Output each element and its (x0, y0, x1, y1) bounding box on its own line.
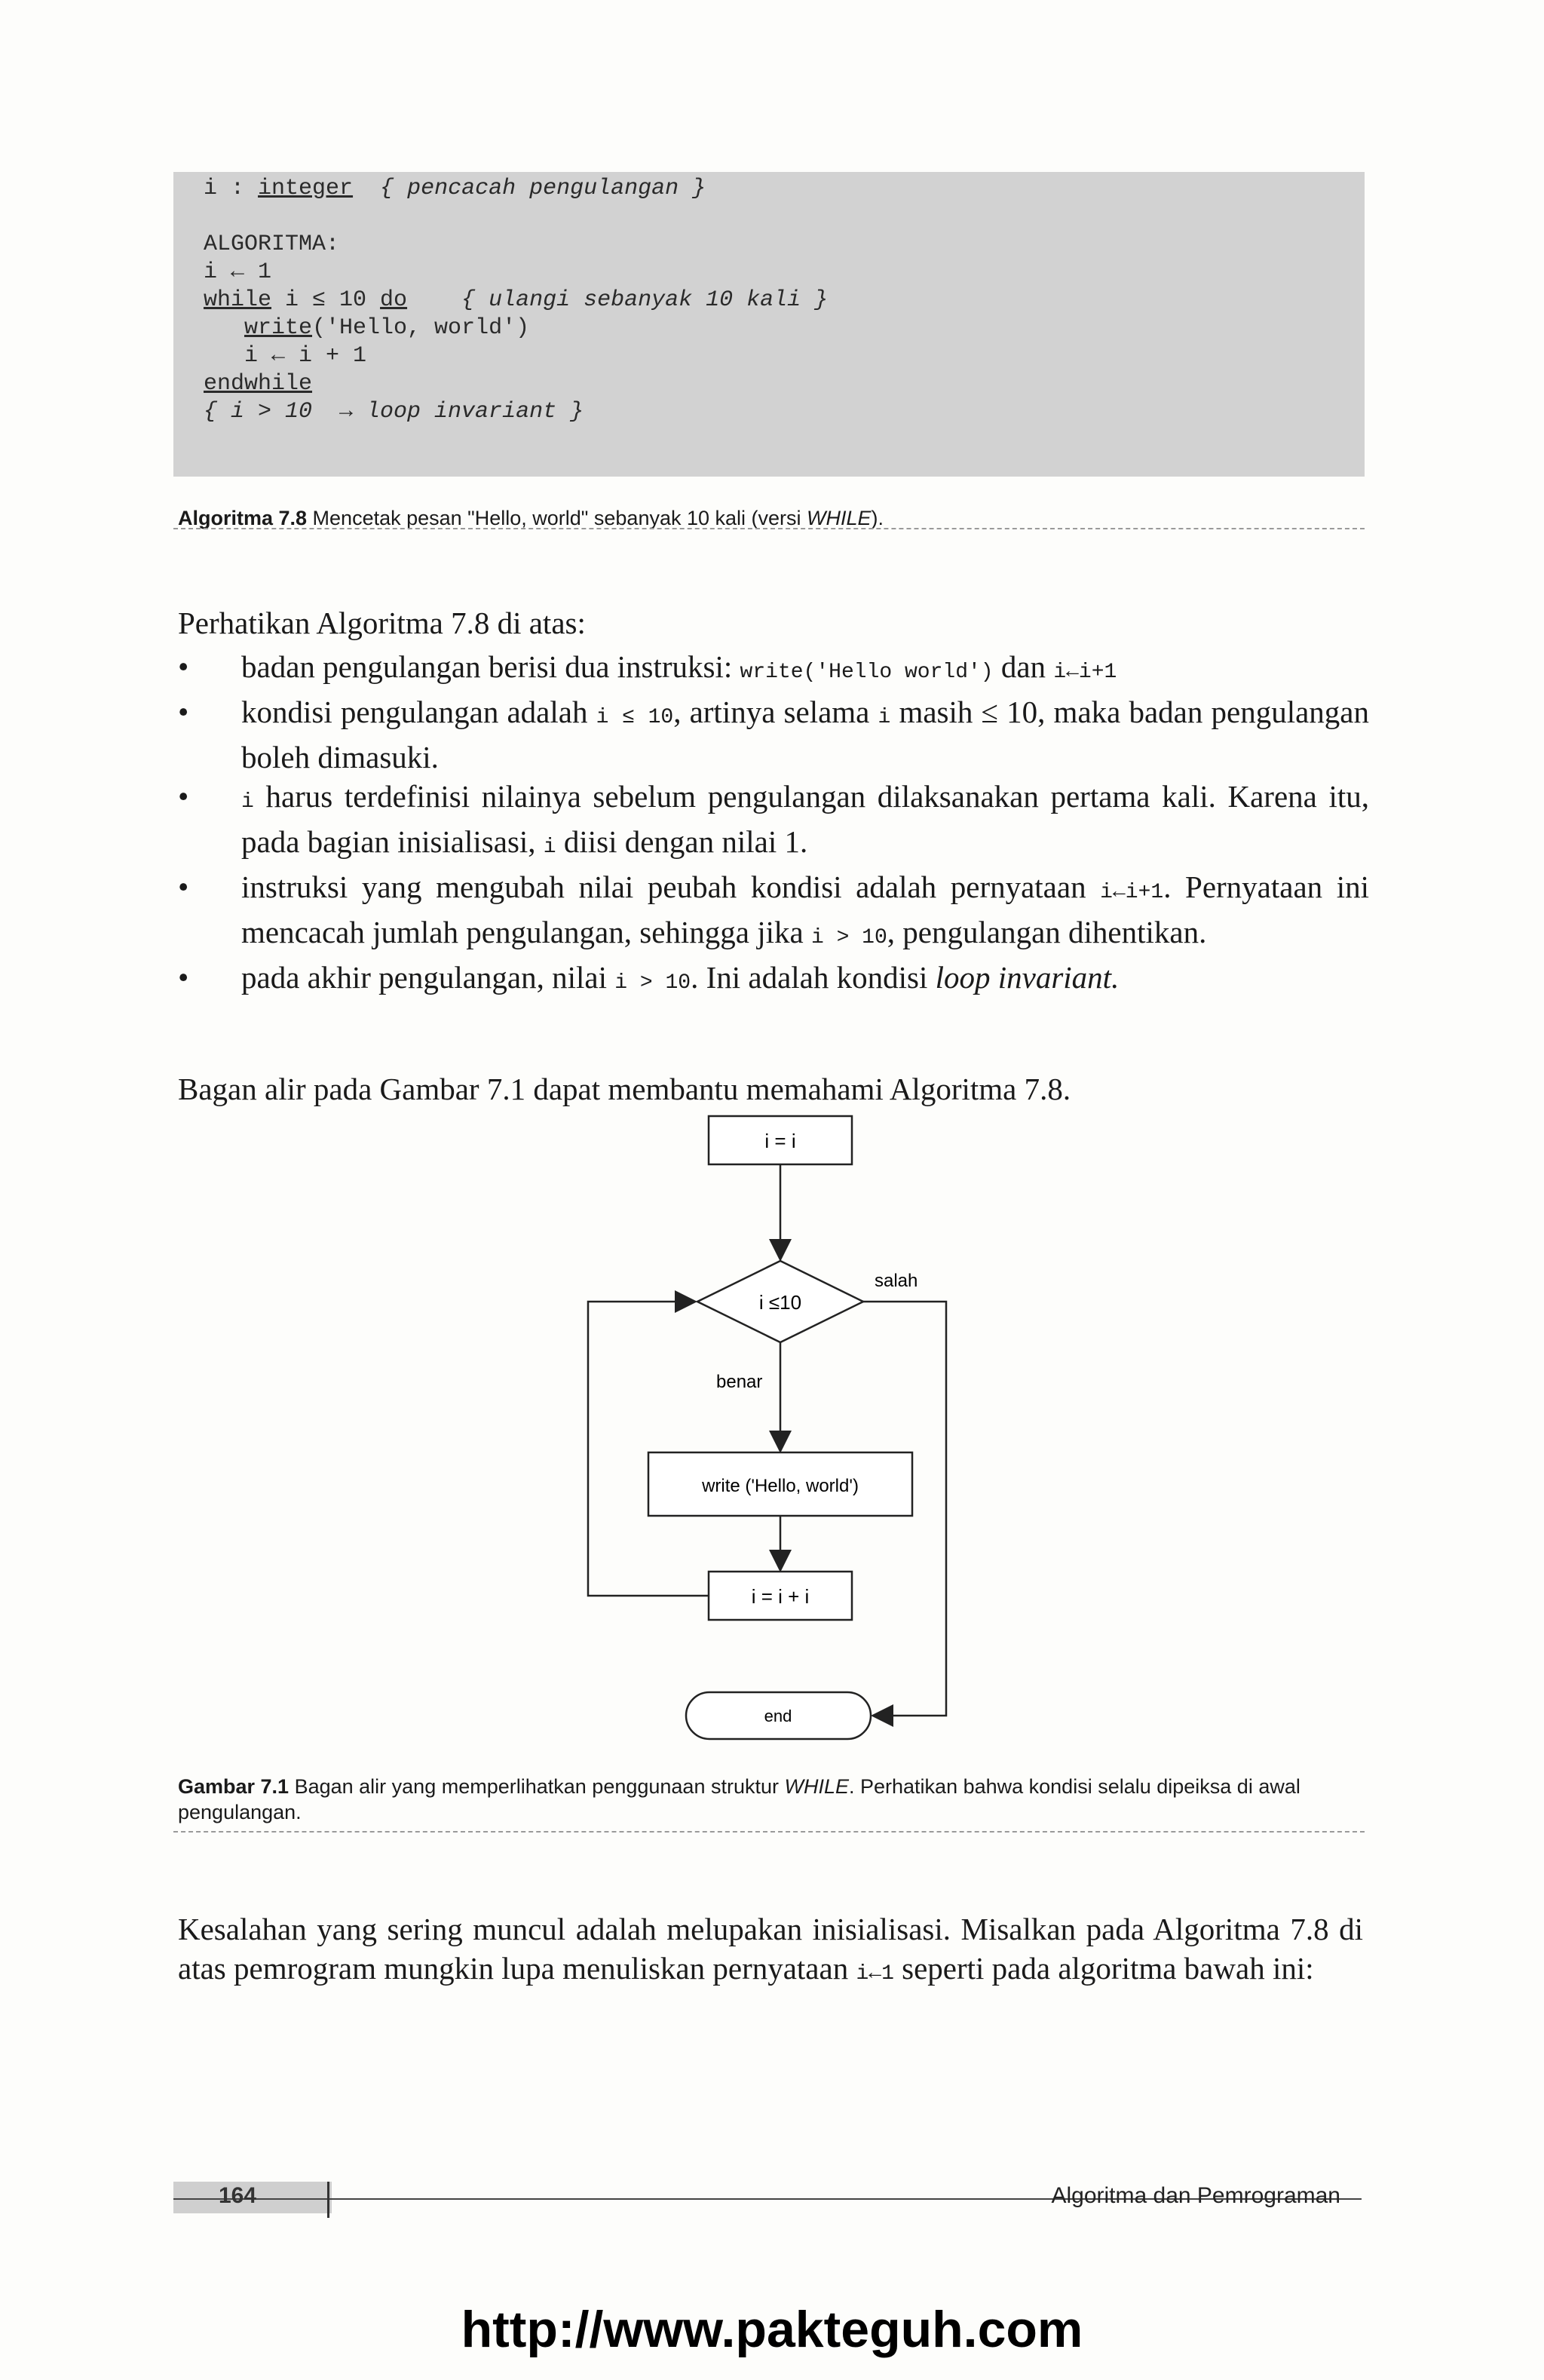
figure-caption-divider (173, 1831, 1365, 1833)
bullet-list (178, 647, 1369, 1003)
bullet-item: • i harus terdefinisi nilainya sebelum pengulangan dilaksanakan pertama kali. Karena itu, pada bagian inisialisasi, i diisi dengan nilai 1. (178, 777, 1369, 867)
bullet-item: • pada akhir pengulangan, nilai i > 10. Ini adalah kondisi loop invariant. (178, 958, 1369, 1003)
end-label: end (764, 1707, 792, 1725)
bottom-paragraph: Kesalahan yang sering muncul adalah melupakan inisialisasi. Misalkan pada Algoritma 7.8 di atas pemrogram mungkin lupa menuliskan pernyataan i←1 seperti pada algoritma bawah ini: (178, 1912, 1363, 1986)
website-url: http://www.pakteguh.com (461, 2301, 1083, 2358)
false-label: salah (875, 1271, 918, 1291)
code-caption: Algoritma 7.8 Mencetak pesan "Hello, world" sebanyak 10 kali (versi WHILE). (178, 507, 884, 529)
footer-divider-tick (327, 2182, 329, 2218)
intro-paragraph: Perhatikan Algoritma 7.8 di atas: (178, 606, 586, 640)
loop-back-arrow (588, 1302, 709, 1596)
flowchart-intro: Bagan alir pada Gambar 7.1 dapat membantu memahami Algoritma 7.8. (178, 1072, 1071, 1106)
book-title: Algoritma dan Pemrograman (1051, 2183, 1340, 2208)
bullet-item: • kondisi pengulangan adalah i ≤ 10, artinya selama i masih ≤ 10, maka badan pengulangan boleh dimasuki. (178, 692, 1369, 777)
code-listing: i : integer { pencacah pengulangan } ALGORITMA: i ← 1 while i ≤ 10 do { ulangi sebanyak 10 kali } write('Hello, world') i ← i + 1 endwhile { i > 10 → loop invariant } (204, 176, 829, 425)
page-number: 164 (219, 2183, 257, 2208)
figure-caption: Gambar 7.1 Bagan alir yang memperlihatkan penggunaan struktur WHILE. Perhatikan bahwa kondisi selalu dipeiksa di awal pengulangan. (178, 1775, 1300, 1823)
flowchart (573, 1109, 995, 1757)
bullet-item: • instruksi yang mengubah nilai peubah kondisi adalah pernyataan i←i+1. Pernyataan ini mencacah jumlah pengulangan, sehingga jika i > 10, pengulangan dihentikan. (178, 867, 1369, 958)
bullet-item: • badan pengulangan berisi dua instruksi: write('Hello world') dan i←i+1 (178, 647, 1369, 692)
init-label: i = i (764, 1130, 796, 1152)
decision-label: i ≤10 (758, 1291, 802, 1314)
true-label: benar (716, 1372, 763, 1392)
increment-label: i = i + i (751, 1585, 810, 1608)
caption-divider (173, 528, 1365, 529)
body-label: write ('Hello, world') (702, 1476, 859, 1496)
